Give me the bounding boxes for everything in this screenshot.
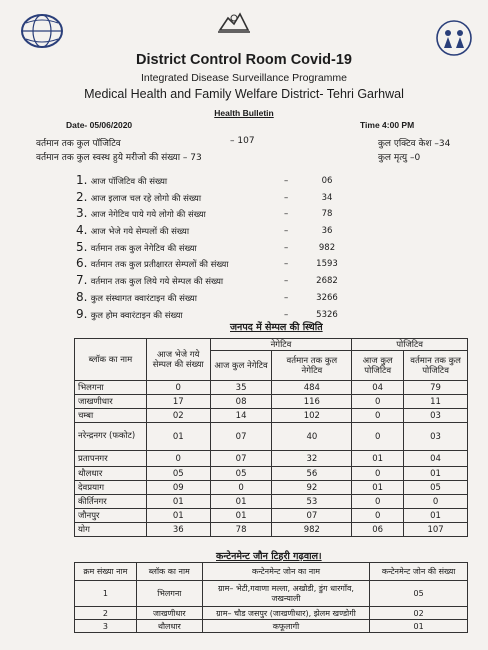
table-row: 2 जाखणीधार ग्राम– चौड जसपुर (जाखणीधार), झेलम खण्डोगी 02	[75, 607, 468, 620]
total-recovered-line: वर्तमान तक कुल स्वस्थ हुये मरीजो की संख्या – 73	[36, 153, 202, 163]
bulletin-heading: Health Bulletin	[214, 108, 274, 118]
total-positive-value: – 107	[230, 136, 255, 146]
total-positive-label: वर्तमान तक कुल पॉजिटिव	[36, 139, 121, 149]
table-row: कीर्तिनगर 01 01 53 0 0	[75, 495, 468, 509]
list-item: 6. वर्तमान तक कुल प्रतीक्षारत सेम्पलों की संख्या – 1593	[76, 256, 338, 271]
state-emblem-icon	[218, 10, 250, 34]
col-header-block: ब्लॉक का नाम	[75, 339, 147, 381]
table-row: जाखणीधार 17 08 116 0 11	[75, 395, 468, 409]
table-row: नरेन्द्रनगर (फकोट) 01 07 40 0 03	[75, 423, 468, 451]
summary-list	[76, 173, 356, 323]
table-row: प्रतापनगर 0 07 32 01 04	[75, 451, 468, 467]
department-subtitle: Medical Health and Family Welfare District- Tehri Garhwal	[84, 87, 404, 101]
list-item: 1. आज पॉजिटिव की संख्या – 06	[76, 173, 333, 187]
list-item: 5. वर्तमान तक कुल नेगेटिव की संख्या – 982	[76, 239, 336, 254]
col-header-positive: पोजिटिव	[352, 339, 468, 351]
col-header-neg-total: वर्तमान तक कुल नेगेटिव	[272, 351, 352, 381]
containment-zone-table	[74, 562, 468, 633]
deaths-count: कुल मृत्यु –0	[378, 153, 421, 163]
list-item: 2. आज इलाज चल रहे लोगो की संख्या – 34	[76, 189, 333, 204]
list-item: 8. कुल संस्थागत क्वारंटाइन की संख्या – 3266	[76, 289, 338, 304]
list-item: 4. आज भेजे गये सेम्पलों की संख्या – 36	[76, 223, 333, 238]
col-header-pos-total: वर्तमान तक कुल पोजिटिव	[404, 351, 468, 381]
sample-table-title: जनपद में सेम्पल की स्थिति	[230, 322, 323, 333]
containment-title: कन्टेनमेन्ट जौन टिहरी गढ़वाल।	[216, 551, 322, 562]
sample-status-table	[74, 338, 468, 537]
active-cases: कुल एक्टिव केश –34	[378, 139, 451, 149]
idsp-globe-logo-icon	[20, 12, 64, 50]
table-header-row: क्रम संख्या नाम ब्लॉक का नाम कन्टेनमेन्ट जोन का नाम कन्टेनमेन्ट जोन की संख्या	[75, 563, 468, 581]
col-header-neg-today: आज कुल नेगेटिव	[210, 351, 272, 381]
table-row: देवप्रयाग 09 0 92 01 05	[75, 481, 468, 495]
table-row: जौनपुर 01 01 07 0 01	[75, 509, 468, 523]
col-header-sent-today: आज भेजे गये सेम्पल की संख्या	[146, 339, 210, 381]
page-title: District Control Room Covid-19	[136, 52, 352, 68]
programme-subtitle: Integrated Disease Surveillance Programme	[140, 72, 348, 84]
table-row: थौलधार 05 05 56 0 01	[75, 467, 468, 481]
list-item: 9. कुल होम क्वारंटाइन की संख्या – 5326	[76, 306, 338, 321]
col-header-negative: नेगेटिव	[210, 339, 352, 351]
list-item: 3. आज नेगेटिव पाये गये लोगो की संख्या – 78	[76, 206, 333, 221]
table-row: भिलगना 0 35 484 04 79	[75, 381, 468, 395]
table-row: चम्बा 02 14 102 0 03	[75, 409, 468, 423]
bulletin-time: Time 4:00 PM	[360, 120, 415, 130]
bulletin-date: Date- 05/06/2020	[66, 120, 133, 130]
table-total-row: योग 36 78 982 06 107	[75, 523, 468, 537]
table-row: 3 थौलधार कफूलागी 01	[75, 620, 468, 633]
col-header-pos-today: आज कुल पोजिटिव	[352, 351, 404, 381]
list-item: 7. वर्तमान तक कुल लिये गये सेम्पल की संख्या – 2682	[76, 273, 338, 288]
table-row: 1 भिलगना ग्राम– भेटी,गवाणा मल्ला, अखोडी, डुंग धारगाँव, जखन्याली 05	[75, 581, 468, 607]
